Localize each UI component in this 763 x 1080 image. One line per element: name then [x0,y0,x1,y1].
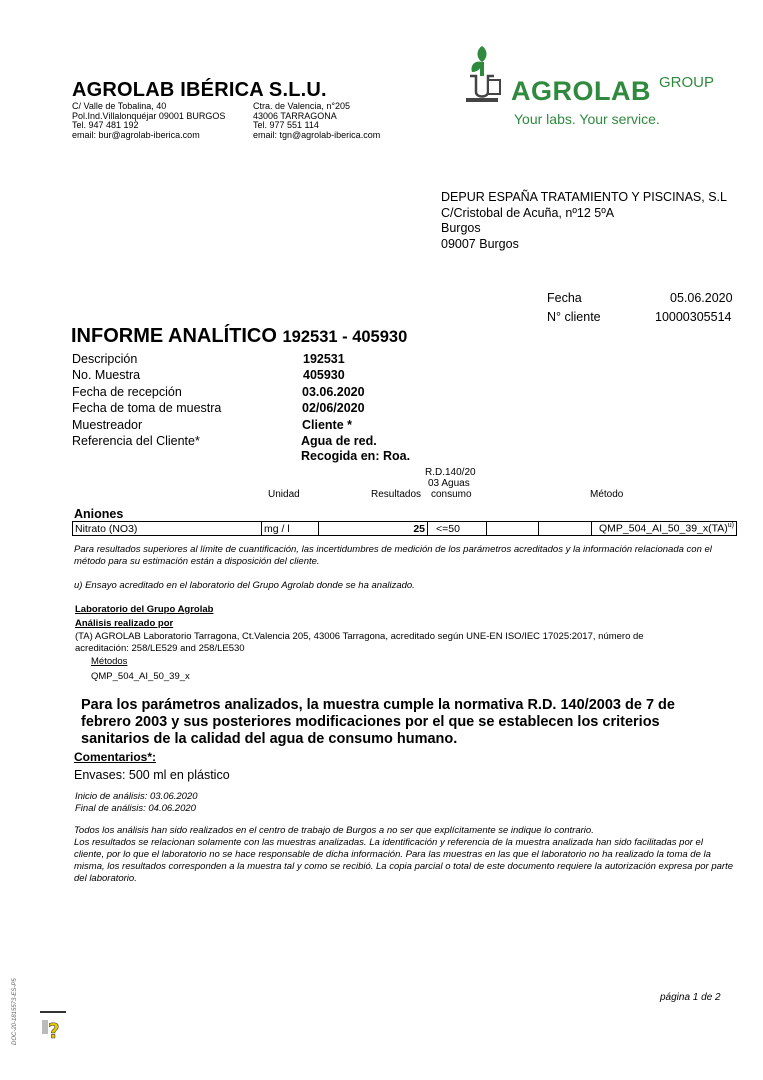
address-line: 43006 TARRAGONA [253,110,337,121]
table-row [73,522,737,536]
agrolab-logo-icon [462,42,502,108]
conclusion: Para los parámetros analizados, la muestra cumple la normativa R.D. 140/2003 de 7 de febrero 2003 y sus posteriores modificaciones por el que se establecen los criterios sanitarios de la calidad del agua de consumo humano. [81,697,675,747]
analysis-start: Inicio de análisis: 03.06.2020 [75,791,198,802]
col-header-rd-2: 03 Aguas [428,478,470,489]
recipient-line: Burgos [441,221,481,235]
analysis-dates [75,791,198,815]
empty-cell [539,522,592,536]
lab-subheading: Análisis realizado por [75,618,174,629]
detail-value: 03.06.2020 [302,385,365,399]
detail-label: No. Muestra [72,368,141,382]
address-tarragona [253,102,380,140]
report-title [71,325,407,348]
comments-heading: Comentarios*: [74,750,157,764]
detail-label: Fecha de toma de muestra [72,401,222,415]
lab-text: (TA) AGROLAB Laboratorio Tarragona, Ct.Valencia 205, 43006 Tarragona, acreditado según UNE-EN ISO/IEC 17025:2017, número de acreditación: 258/LE529 and 258/LE530 [75,631,644,654]
col-header-metodo: Método [590,489,624,500]
company-name: AGROLAB IBÉRICA S.L.U. [72,79,327,101]
col-header-rd-1: R.D.140/20 [425,467,476,478]
recipient-line: C/Cristobal de Acuña, nº12 5ºA [441,205,615,220]
methods-value: QMP_504_AI_50_39_x [91,671,190,682]
date-label: Fecha [547,291,582,305]
methods-label: Métodos [91,656,128,667]
recipient-line: DEPUR ESPAÑA TRATAMIENTO Y PISCINAS, S.L [441,190,727,204]
detail-label: Fecha de recepción [72,385,182,399]
recipient-line: 09007 Burgos [441,236,519,251]
address-line: C/ Valle de Tobalina, 40 [72,101,167,111]
detail-value-extra: Recogida en: Roa. [301,449,411,463]
client-number-value: 10000305514 [655,310,732,324]
report-number: 192531 - 405930 [282,328,408,346]
address-line: Ctra. de Valencia, n°205 [253,101,350,111]
date-value: 05.06.2020 [670,291,733,305]
uncertainty-note: Para resultados superiores al límite de cuantificación, las incertidumbres de medición de los parámetros acreditados y la información relacionada con el método para su estimación están a disposición del cliente. [74,544,712,567]
method-cell [592,522,737,536]
method-superscript: u) [727,522,734,530]
result-cell: 25 [319,522,428,536]
logo-group: GROUP [659,74,715,91]
param-cell: Nitrato (NO3) [73,522,262,536]
address-line: Pol.Ind.Villalonquéjar 09001 BURGOS [72,110,226,121]
detail-label: Muestreador [72,418,143,432]
client-number-label: N° cliente [547,310,601,324]
address-line: email: tgn@agrolab-iberica.com [253,129,381,140]
analysis-end: Final de análisis: 04.06.2020 [75,803,196,814]
accreditation-note: u) Ensayo acreditado en el laboratorio del Grupo Agrolab donde se ha analizado. [74,580,415,591]
unit-cell: mg / l [262,522,319,536]
col-header-rd-3: consumo [431,489,472,500]
section-aniones: Aniones [74,507,124,521]
detail-label: Referencia del Cliente* [72,434,200,448]
address-line: email: bur@agrolab-iberica.com [72,129,200,140]
footer-note [74,825,734,885]
svg-text:?: ? [48,1019,60,1042]
footer-note-paragraph: Los resultados se relacionan solamente con las muestras analizadas. La identificación y referencia de la muestra analizada han sido facilitadas por el cliente, por lo que el laboratorio no se hace responsable de dicha información. Para las muestras en las que el laboratorio no ha realizado la toma de la misma, los resultados corresponden a la muestra tal y como se recibió. La copia parcial o total de este documento requiere la autorización expresa por parte del laboratorio. [74,837,734,884]
address-line: Tel. 947 481 192 [72,120,139,130]
report-title-text: INFORME ANALÍTICO [71,325,277,347]
detail-value: 02/06/2020 [302,401,365,415]
detail-value: 405930 [303,368,345,382]
logo-wordmark: AGROLAB [511,76,651,106]
certification-stamp-icon [40,1010,68,1042]
document-code: DOC-20-1815573-ES-P5 [12,978,18,1045]
method-text: QMP_504_AI_50_39_x(TA) [598,522,728,535]
results-table [72,521,737,536]
comments-envases: Envases: 500 ml en plástico [74,768,230,782]
recipient-address [441,190,731,252]
detail-value: 192531 [303,352,345,366]
limit-cell: <=50 [428,522,487,536]
col-header-resultados: Resultados [371,489,422,500]
address-burgos [72,102,225,140]
detail-value: Agua de red. [301,434,377,448]
footer-note-line: Todos los análisis han sido realizados en el centro de trabajo de Burgos a no ser que explícitamente se indique lo contrario. [74,825,594,836]
page-number: página 1 de 2 [660,992,721,1003]
detail-label: Descripción [72,352,138,366]
lab-heading: Laboratorio del Grupo Agrolab [75,604,214,615]
detail-value: Cliente * [302,418,353,432]
address-line: Tel. 977 551 114 [253,120,319,130]
col-header-unidad: Unidad [268,489,300,500]
empty-cell [487,522,539,536]
tagline: Your labs. Your service. [514,111,660,127]
